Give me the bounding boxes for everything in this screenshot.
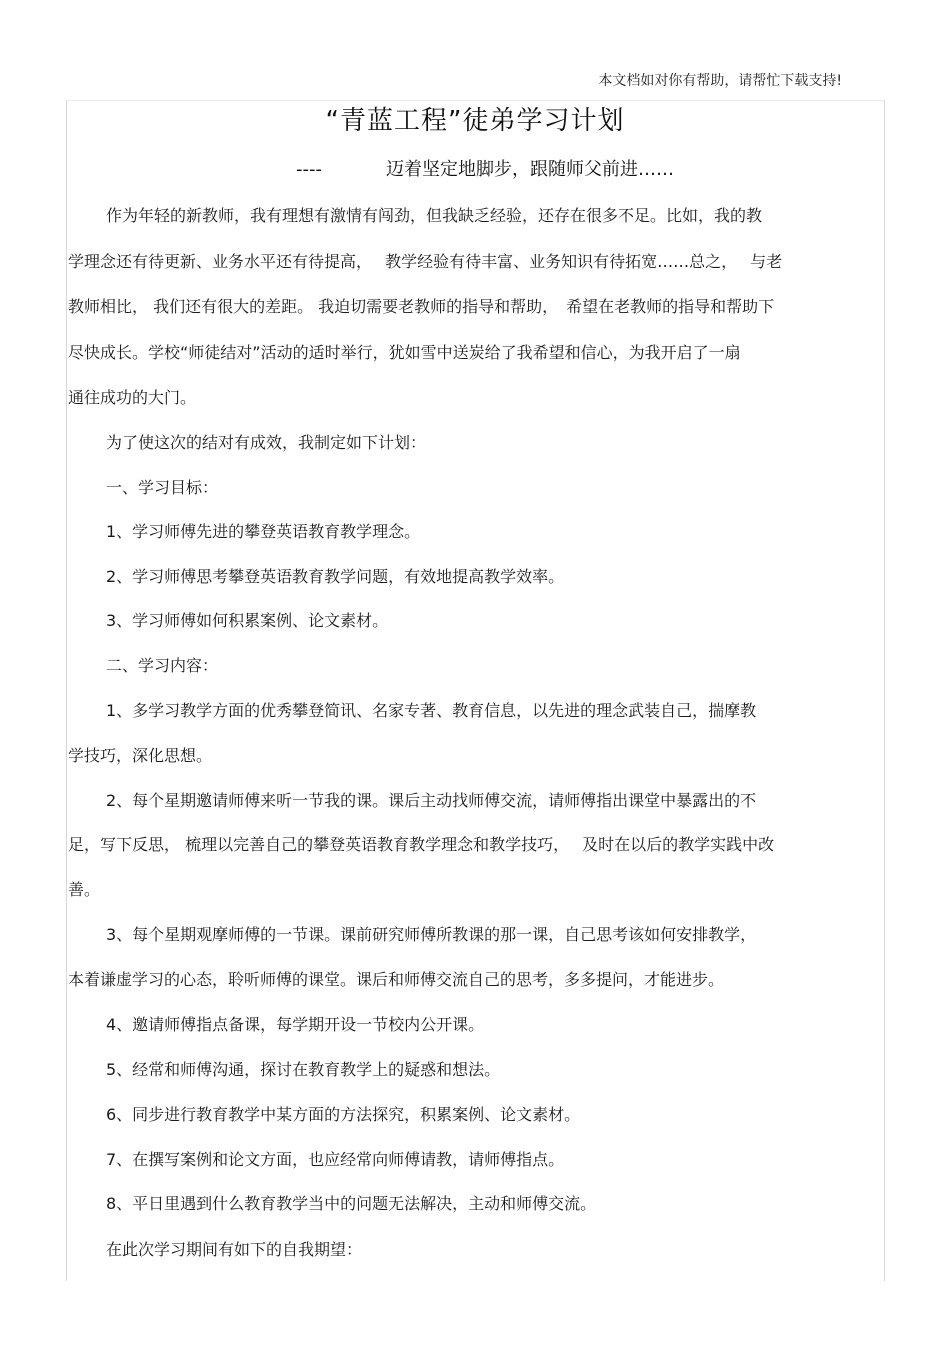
list-item: 8、平日里遇到什么教育教学当中的问题无法解决，主动和师傅交流。	[106, 1194, 597, 1213]
paragraph-line: 尽快成长。学校“师徒结对”活动的适时举行，犹如雪中送炭给了我希望和信心，为我开启了一扇	[68, 343, 741, 362]
page-title: “青蓝工程”徒弟学习计划	[325, 106, 625, 136]
subtitle-text: 迈着坚定地脚步，跟随师父前进……	[386, 159, 674, 180]
list-item: 6、同步进行教育教学中某方面的方法探究，积累案例、论文素材。	[106, 1105, 581, 1124]
header-note: 本文档如对你有帮助，请帮忙下载支持!	[598, 73, 842, 89]
page-subtitle	[296, 155, 674, 181]
paragraph-line: 通往成功的大门。	[68, 388, 197, 407]
paragraph-line: 足，写下反思， 梳理以完善自己的攀登英语教育教学理念和教学技巧， 及时在以后的教学实践中改	[68, 835, 775, 854]
paragraph-line: 为了使这次的结对有成效，我制定如下计划：	[106, 433, 427, 452]
paragraph-line: 学技巧，深化思想。	[68, 746, 213, 765]
list-item: 2、每个星期邀请师傅来听一节我的课。课后主动找师傅交流，请师傅指出课堂中暴露出的不	[106, 791, 757, 810]
list-item: 2、学习师傅思考攀登英语教育教学问题，有效地提高教学效率。	[106, 567, 565, 586]
list-item: 5、经常和师傅沟通，探讨在教育教学上的疑惑和想法。	[106, 1060, 501, 1079]
paragraph-line: 教师相比， 我们还有很大的差距。 我迫切需要老教师的指导和帮助， 希望在老教师的指导和帮助下	[68, 297, 775, 316]
list-item: 1、学习师傅先进的攀登英语教育教学理念。	[106, 522, 421, 541]
paragraph-line: 善。	[68, 880, 101, 899]
list-item: 1、多学习教学方面的优秀攀登简讯、名家专著、教育信息，以先进的理念武装自己，揣摩教	[106, 701, 757, 720]
paragraph-line: 本着谦虚学习的心态，聆听师傅的课堂。课后和师傅交流自己的思考，多多提问，才能进步。	[68, 970, 725, 989]
subtitle-dash: ----	[296, 159, 322, 180]
paragraph-line: 在此次学习期间有如下的自我期望：	[106, 1240, 363, 1259]
list-item: 3、每个星期观摩师傅的一节课。课前研究师傅所教课的那一课，自己思考该如何安排教学，	[106, 925, 757, 944]
section-heading: 二、学习内容：	[106, 656, 219, 675]
list-item: 3、学习师傅如何积累案例、论文素材。	[106, 611, 389, 630]
list-item: 4、邀请师傅指点备课，每学期开设一节校内公开课。	[106, 1015, 485, 1034]
section-heading: 一、学习目标：	[106, 478, 219, 497]
list-item: 7、在撰写案例和论文方面，也应经常向师傅请教，请师傅指点。	[106, 1150, 565, 1169]
paragraph-line: 作为年轻的新教师，我有理想有激情有闯劲，但我缺乏经验，还存在很多不足。比如，我的教	[106, 206, 763, 225]
paragraph-line: 学理念还有待更新、业务水平还有待提高， 教学经验有待丰富、业务知识有待拓宽……总之， 与老	[68, 252, 783, 271]
